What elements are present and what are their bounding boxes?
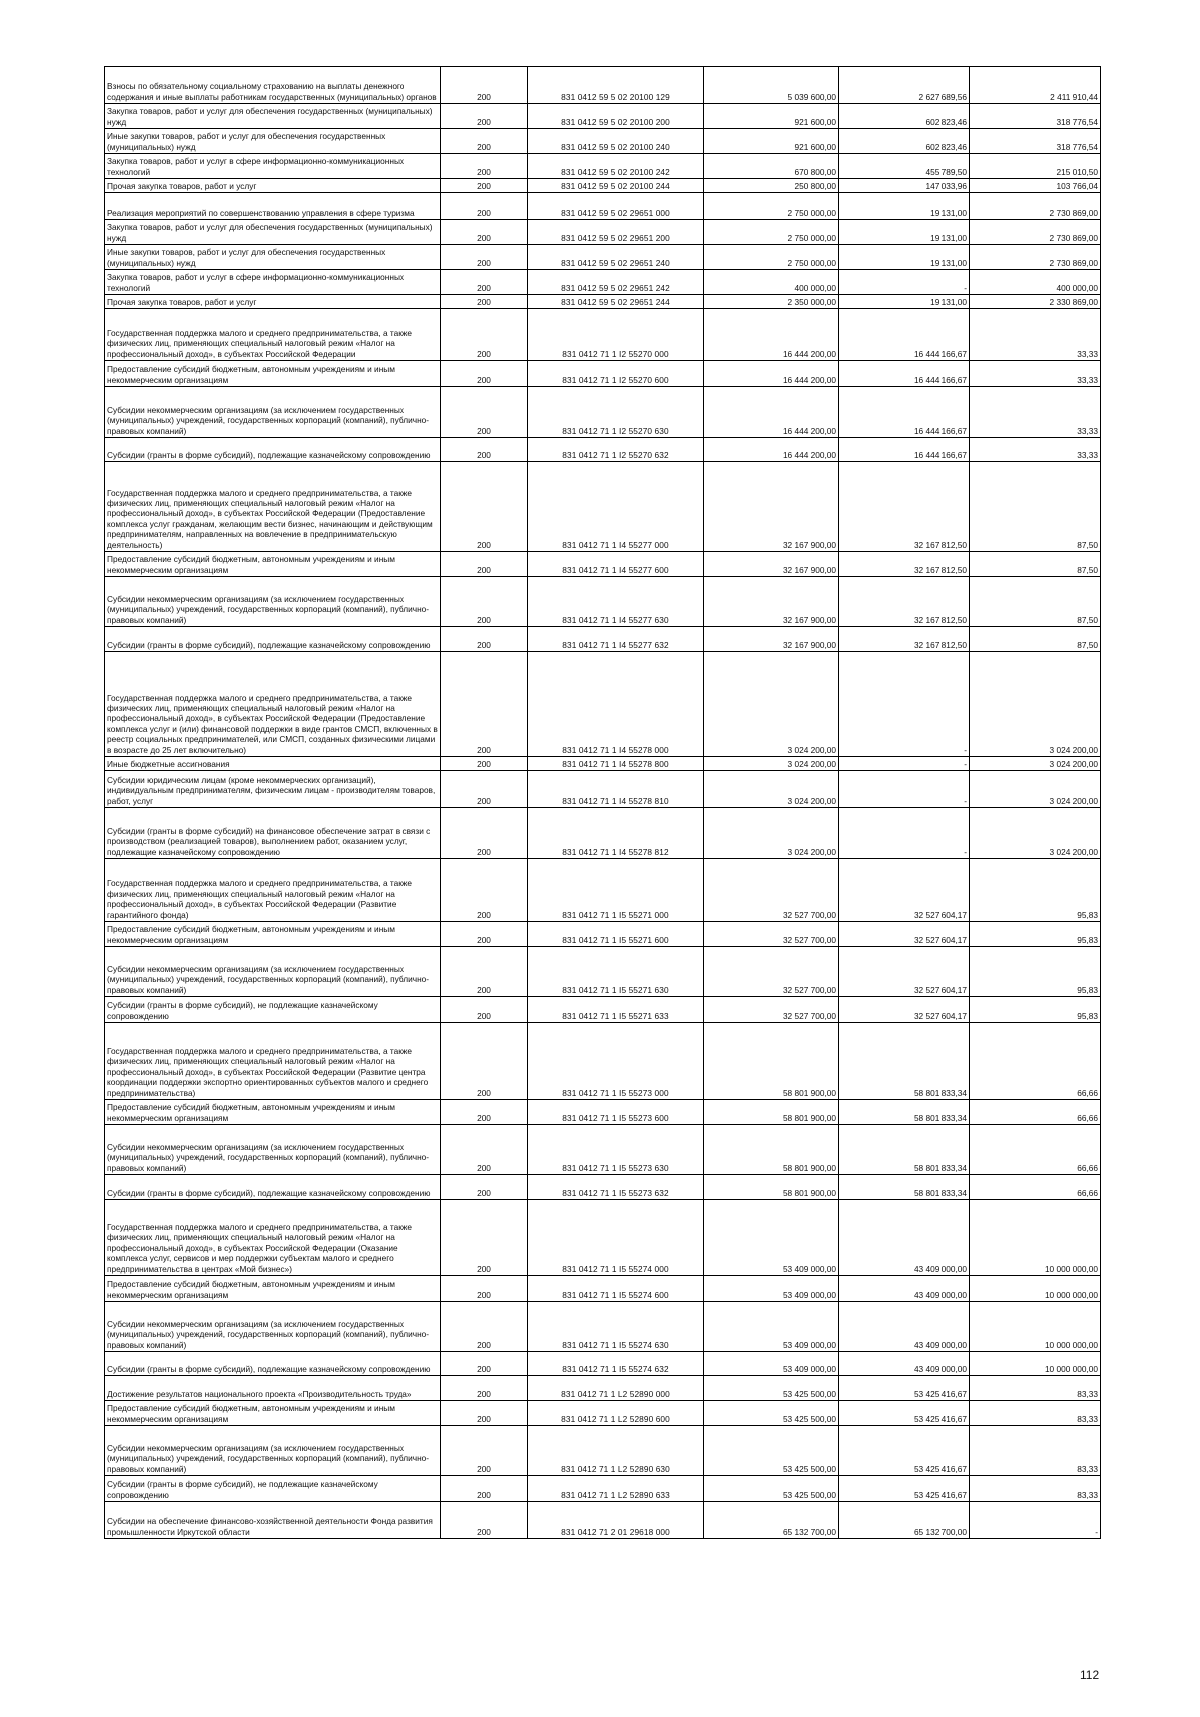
row-name: Иные закупки товаров, работ и услуг для обеспечения государственных (муниципальных) нужд xyxy=(105,245,441,270)
row-code: 200 xyxy=(441,462,528,552)
table-row xyxy=(105,997,1101,1023)
row-executed-amount: 147 033,96 xyxy=(839,179,970,193)
row-remaining-amount: 10 000 000,00 xyxy=(970,1200,1101,1276)
row-code: 200 xyxy=(441,808,528,859)
row-classification: 831 0412 71 1 I5 55274 630 xyxy=(528,1302,704,1352)
row-remaining-amount: 83,33 xyxy=(970,1476,1101,1502)
row-remaining-amount: 103 766,04 xyxy=(970,179,1101,193)
table-row xyxy=(105,309,1101,361)
row-remaining-amount: 95,83 xyxy=(970,859,1101,922)
row-classification: 831 0412 59 5 02 29651 200 xyxy=(528,220,704,245)
row-plan-amount: 16 444 200,00 xyxy=(704,361,839,387)
row-remaining-amount: 2 730 869,00 xyxy=(970,245,1101,270)
table-row xyxy=(105,220,1101,245)
row-code: 200 xyxy=(441,1276,528,1302)
row-name: Предоставление субсидий бюджетным, автономным учреждениям и иным некоммерческим организациям xyxy=(105,1100,441,1125)
row-code: 200 xyxy=(441,652,528,757)
row-remaining-amount: 318 776,54 xyxy=(970,104,1101,129)
row-plan-amount: 2 750 000,00 xyxy=(704,193,839,220)
row-remaining-amount: 33,33 xyxy=(970,309,1101,361)
table-row xyxy=(105,361,1101,387)
row-plan-amount: 400 000,00 xyxy=(704,270,839,295)
row-plan-amount: 32 167 900,00 xyxy=(704,462,839,552)
row-classification: 831 0412 71 1 I5 55271 000 xyxy=(528,859,704,922)
row-executed-amount: 455 789,50 xyxy=(839,154,970,179)
row-remaining-amount: 10 000 000,00 xyxy=(970,1276,1101,1302)
row-executed-amount: - xyxy=(839,270,970,295)
row-name: Субсидии юридическим лицам (кроме некоммерческих организаций), индивидуальным предпринимателям, физическим лицам - производителям товаров, работ, услуг xyxy=(105,771,441,808)
table-row xyxy=(105,922,1101,947)
table-row xyxy=(105,1426,1101,1476)
row-plan-amount: 3 024 200,00 xyxy=(704,808,839,859)
row-executed-amount: 16 444 166,67 xyxy=(839,387,970,438)
row-executed-amount: 32 167 812,50 xyxy=(839,462,970,552)
table-row xyxy=(105,652,1101,757)
row-name: Предоставление субсидий бюджетным, автономным учреждениям и иным некоммерческим организациям xyxy=(105,552,441,577)
row-executed-amount: 602 823,46 xyxy=(839,104,970,129)
row-name: Субсидии (гранты в форме субсидий), не подлежащие казначейскому сопровождению xyxy=(105,1476,441,1502)
row-classification: 831 0412 71 1 I4 55277 000 xyxy=(528,462,704,552)
row-classification: 831 0412 71 1 I4 55277 630 xyxy=(528,577,704,627)
table-row xyxy=(105,179,1101,193)
row-name: Иные бюджетные ассигнования xyxy=(105,757,441,771)
row-plan-amount: 32 527 700,00 xyxy=(704,997,839,1023)
row-executed-amount: 65 132 700,00 xyxy=(839,1502,970,1539)
table-row xyxy=(105,104,1101,129)
table-row xyxy=(105,947,1101,997)
row-remaining-amount: 87,50 xyxy=(970,462,1101,552)
row-name: Субсидии некоммерческим организациям (за исключением государственных (муниципальных) учреждений, государственных корпораций (компаний), публично-правовых компаний) xyxy=(105,1426,441,1476)
row-name: Субсидии некоммерческим организациям (за исключением государственных (муниципальных) учреждений, государственных корпораций (компаний), публично-правовых компаний) xyxy=(105,947,441,997)
row-classification: 831 0412 71 1 I5 55274 000 xyxy=(528,1200,704,1276)
row-name: Предоставление субсидий бюджетным, автономным учреждениям и иным некоммерческим организациям xyxy=(105,1276,441,1302)
row-name: Взносы по обязательному социальному страхованию на выплаты денежного содержания и иные выплаты работникам государственных (муниципальных) органов xyxy=(105,67,441,104)
row-name: Предоставление субсидий бюджетным, автономным учреждениям и иным некоммерческим организациям xyxy=(105,922,441,947)
table-row xyxy=(105,859,1101,922)
row-executed-amount: 43 409 000,00 xyxy=(839,1302,970,1352)
row-code: 200 xyxy=(441,438,528,462)
row-classification: 831 0412 71 1 L2 52890 600 xyxy=(528,1401,704,1426)
row-name: Государственная поддержка малого и среднего предпринимательства, а также физических лиц, применяющих специальный налоговый режим «Налог на профессиональный доход», в субъектах Российской Федерации (Предоставление комплекса услуг и (или) финансовой поддержки в виде грантов СМСП, включенных в реестр социальных предпринимателей, или СМСП, созданных физическими лицами в возрасте до 25 лет включительно) xyxy=(105,652,441,757)
row-remaining-amount: 66,66 xyxy=(970,1023,1101,1100)
row-classification: 831 0412 71 1 I5 55274 600 xyxy=(528,1276,704,1302)
row-remaining-amount: 3 024 200,00 xyxy=(970,757,1101,771)
row-plan-amount: 250 800,00 xyxy=(704,179,839,193)
row-code: 200 xyxy=(441,1502,528,1539)
row-plan-amount: 65 132 700,00 xyxy=(704,1502,839,1539)
row-classification: 831 0412 59 5 02 29651 242 xyxy=(528,270,704,295)
row-remaining-amount: 95,83 xyxy=(970,947,1101,997)
row-executed-amount: 32 527 604,17 xyxy=(839,859,970,922)
row-executed-amount: 19 131,00 xyxy=(839,245,970,270)
row-classification: 831 0412 71 1 I5 55273 632 xyxy=(528,1175,704,1200)
row-remaining-amount: 33,33 xyxy=(970,387,1101,438)
row-classification: 831 0412 71 1 I2 55270 630 xyxy=(528,387,704,438)
row-plan-amount: 58 801 900,00 xyxy=(704,1125,839,1175)
row-code: 200 xyxy=(441,1376,528,1401)
row-name: Государственная поддержка малого и среднего предпринимательства, а также физических лиц, применяющих специальный налоговый режим «Налог на профессиональный доход», в субъектах Российской Федерации xyxy=(105,309,441,361)
row-classification: 831 0412 59 5 02 29651 000 xyxy=(528,193,704,220)
row-classification: 831 0412 59 5 02 20100 240 xyxy=(528,129,704,154)
row-plan-amount: 53 409 000,00 xyxy=(704,1352,839,1376)
row-plan-amount: 53 425 500,00 xyxy=(704,1401,839,1426)
row-remaining-amount: 10 000 000,00 xyxy=(970,1302,1101,1352)
table-row xyxy=(105,1302,1101,1352)
row-code: 200 xyxy=(441,947,528,997)
row-name: Предоставление субсидий бюджетным, автономным учреждениям и иным некоммерческим организациям xyxy=(105,1401,441,1426)
table-row xyxy=(105,808,1101,859)
row-classification: 831 0412 59 5 02 29651 244 xyxy=(528,295,704,309)
row-remaining-amount: 2 330 869,00 xyxy=(970,295,1101,309)
row-remaining-amount: 3 024 200,00 xyxy=(970,652,1101,757)
row-executed-amount: 2 627 689,56 xyxy=(839,67,970,104)
row-name: Закупка товаров, работ и услуг для обеспечения государственных (муниципальных) нужд xyxy=(105,220,441,245)
row-executed-amount: 32 527 604,17 xyxy=(839,997,970,1023)
row-plan-amount: 58 801 900,00 xyxy=(704,1100,839,1125)
row-plan-amount: 2 750 000,00 xyxy=(704,245,839,270)
row-executed-amount: 16 444 166,67 xyxy=(839,361,970,387)
row-classification: 831 0412 59 5 02 20100 244 xyxy=(528,179,704,193)
row-code: 200 xyxy=(441,154,528,179)
row-plan-amount: 32 167 900,00 xyxy=(704,577,839,627)
row-code: 200 xyxy=(441,1401,528,1426)
row-name: Закупка товаров, работ и услуг в сфере информационно-коммуникационных технологий xyxy=(105,154,441,179)
row-remaining-amount: 400 000,00 xyxy=(970,270,1101,295)
row-code: 200 xyxy=(441,270,528,295)
row-remaining-amount: 2 730 869,00 xyxy=(970,193,1101,220)
row-plan-amount: 16 444 200,00 xyxy=(704,387,839,438)
row-classification: 831 0412 71 1 I5 55271 633 xyxy=(528,997,704,1023)
table-body xyxy=(105,67,1101,1539)
row-classification: 831 0412 71 1 I2 55270 000 xyxy=(528,309,704,361)
row-remaining-amount: 2 411 910,44 xyxy=(970,67,1101,104)
row-classification: 831 0412 71 1 L2 52890 630 xyxy=(528,1426,704,1476)
row-classification: 831 0412 71 1 I4 55278 810 xyxy=(528,771,704,808)
row-remaining-amount: 66,66 xyxy=(970,1100,1101,1125)
row-remaining-amount: 95,83 xyxy=(970,922,1101,947)
row-classification: 831 0412 71 1 I5 55271 600 xyxy=(528,922,704,947)
row-classification: 831 0412 71 1 I4 55277 632 xyxy=(528,627,704,652)
row-code: 200 xyxy=(441,1023,528,1100)
row-name: Субсидии (гранты в форме субсидий), подлежащие казначейскому сопровождению xyxy=(105,1352,441,1376)
table-row xyxy=(105,1502,1101,1539)
row-code: 200 xyxy=(441,1352,528,1376)
row-code: 200 xyxy=(441,771,528,808)
row-executed-amount: 43 409 000,00 xyxy=(839,1352,970,1376)
row-plan-amount: 3 024 200,00 xyxy=(704,652,839,757)
row-code: 200 xyxy=(441,1476,528,1502)
row-remaining-amount: 318 776,54 xyxy=(970,129,1101,154)
row-name: Государственная поддержка малого и среднего предпринимательства, а также физических лиц, применяющих специальный налоговый режим «Налог на профессиональный доход», в субъектах Российской Федерации (Предоставление комплекса услуг гражданам, желающим вести бизнес, начинающим и действующим предпринимателям, направленных на вовлечение в предпринимательскую деятельность) xyxy=(105,462,441,552)
row-code: 200 xyxy=(441,1100,528,1125)
row-executed-amount: 19 131,00 xyxy=(839,295,970,309)
table-row xyxy=(105,462,1101,552)
row-code: 200 xyxy=(441,295,528,309)
row-plan-amount: 32 167 900,00 xyxy=(704,627,839,652)
row-plan-amount: 16 444 200,00 xyxy=(704,309,839,361)
row-name: Реализация мероприятий по совершенствованию управления в сфере туризма xyxy=(105,193,441,220)
row-remaining-amount: 33,33 xyxy=(970,361,1101,387)
row-classification: 831 0412 71 1 I2 55270 600 xyxy=(528,361,704,387)
row-plan-amount: 32 527 700,00 xyxy=(704,947,839,997)
row-executed-amount: - xyxy=(839,652,970,757)
row-classification: 831 0412 71 1 I5 55274 632 xyxy=(528,1352,704,1376)
row-code: 200 xyxy=(441,220,528,245)
row-remaining-amount: 83,33 xyxy=(970,1376,1101,1401)
row-executed-amount: 32 167 812,50 xyxy=(839,627,970,652)
row-executed-amount: - xyxy=(839,808,970,859)
row-executed-amount: 58 801 833,34 xyxy=(839,1175,970,1200)
row-code: 200 xyxy=(441,104,528,129)
row-code: 200 xyxy=(441,552,528,577)
row-code: 200 xyxy=(441,577,528,627)
row-code: 200 xyxy=(441,859,528,922)
row-name: Субсидии (гранты в форме субсидий), не подлежащие казначейскому сопровождению xyxy=(105,997,441,1023)
row-remaining-amount: 2 730 869,00 xyxy=(970,220,1101,245)
row-executed-amount: 16 444 166,67 xyxy=(839,438,970,462)
row-classification: 831 0412 59 5 02 20100 242 xyxy=(528,154,704,179)
row-plan-amount: 53 425 500,00 xyxy=(704,1476,839,1502)
row-executed-amount: 602 823,46 xyxy=(839,129,970,154)
row-executed-amount: 58 801 833,34 xyxy=(839,1023,970,1100)
row-classification: 831 0412 71 1 I4 55278 000 xyxy=(528,652,704,757)
row-name: Субсидии (гранты в форме субсидий), подлежащие казначейскому сопровождению xyxy=(105,438,441,462)
table-row xyxy=(105,1023,1101,1100)
table-row xyxy=(105,1401,1101,1426)
row-plan-amount: 53 425 500,00 xyxy=(704,1426,839,1476)
row-classification: 831 0412 71 1 I5 55273 000 xyxy=(528,1023,704,1100)
row-plan-amount: 53 409 000,00 xyxy=(704,1200,839,1276)
row-remaining-amount: 33,33 xyxy=(970,438,1101,462)
row-executed-amount: - xyxy=(839,771,970,808)
table-row xyxy=(105,193,1101,220)
row-name: Субсидии на обеспечение финансово-хозяйственной деятельности Фонда развития промышленности Иркутской области xyxy=(105,1502,441,1539)
row-classification: 831 0412 71 1 I5 55271 630 xyxy=(528,947,704,997)
row-code: 200 xyxy=(441,997,528,1023)
table-row xyxy=(105,1476,1101,1502)
row-name: Достижение результатов национального проекта «Производительность труда» xyxy=(105,1376,441,1401)
row-executed-amount: 19 131,00 xyxy=(839,193,970,220)
row-name: Закупка товаров, работ и услуг в сфере информационно-коммуникационных технологий xyxy=(105,270,441,295)
row-classification: 831 0412 59 5 02 29651 240 xyxy=(528,245,704,270)
table-row xyxy=(105,1200,1101,1276)
row-code: 200 xyxy=(441,1302,528,1352)
row-classification: 831 0412 71 2 01 29618 000 xyxy=(528,1502,704,1539)
table-row xyxy=(105,438,1101,462)
row-code: 200 xyxy=(441,179,528,193)
row-plan-amount: 58 801 900,00 xyxy=(704,1175,839,1200)
row-executed-amount: 58 801 833,34 xyxy=(839,1125,970,1175)
row-executed-amount: 19 131,00 xyxy=(839,220,970,245)
row-code: 200 xyxy=(441,922,528,947)
row-plan-amount: 53 409 000,00 xyxy=(704,1276,839,1302)
row-classification: 831 0412 71 1 I4 55278 812 xyxy=(528,808,704,859)
row-remaining-amount: 87,50 xyxy=(970,627,1101,652)
row-plan-amount: 921 600,00 xyxy=(704,129,839,154)
row-plan-amount: 670 800,00 xyxy=(704,154,839,179)
row-plan-amount: 16 444 200,00 xyxy=(704,438,839,462)
row-code: 200 xyxy=(441,245,528,270)
row-remaining-amount: 66,66 xyxy=(970,1125,1101,1175)
row-code: 200 xyxy=(441,309,528,361)
row-name: Субсидии (гранты в форме субсидий) на финансовое обеспечение затрат в связи с производством (реализацией товаров), выполнением работ, оказанием услуг, подлежащие казначейскому сопровождению xyxy=(105,808,441,859)
row-code: 200 xyxy=(441,1175,528,1200)
row-name: Государственная поддержка малого и среднего предпринимательства, а также физических лиц, применяющих специальный налоговый режим «Налог на профессиональный доход», в субъектах Российской Федерации (Развитие центра координации поддержки экспортно ориентированных субъектов малого и среднего предпринимательства) xyxy=(105,1023,441,1100)
row-code: 200 xyxy=(441,193,528,220)
table-row xyxy=(105,67,1101,104)
row-executed-amount: 43 409 000,00 xyxy=(839,1200,970,1276)
row-code: 200 xyxy=(441,387,528,438)
table-row xyxy=(105,387,1101,438)
table-row xyxy=(105,577,1101,627)
row-classification: 831 0412 71 1 I5 55273 600 xyxy=(528,1100,704,1125)
row-code: 200 xyxy=(441,67,528,104)
row-plan-amount: 32 167 900,00 xyxy=(704,552,839,577)
row-plan-amount: 32 527 700,00 xyxy=(704,922,839,947)
row-plan-amount: 58 801 900,00 xyxy=(704,1023,839,1100)
row-name: Предоставление субсидий бюджетным, автономным учреждениям и иным некоммерческим организациям xyxy=(105,361,441,387)
table-row xyxy=(105,1175,1101,1200)
row-executed-amount: 32 167 812,50 xyxy=(839,577,970,627)
row-remaining-amount: 3 024 200,00 xyxy=(970,771,1101,808)
row-remaining-amount: 66,66 xyxy=(970,1175,1101,1200)
row-plan-amount: 53 409 000,00 xyxy=(704,1302,839,1352)
row-name: Субсидии некоммерческим организациям (за исключением государственных (муниципальных) учреждений, государственных корпораций (компаний), публично-правовых компаний) xyxy=(105,1302,441,1352)
row-name: Прочая закупка товаров, работ и услуг xyxy=(105,179,441,193)
row-classification: 831 0412 71 1 L2 52890 000 xyxy=(528,1376,704,1401)
row-name: Субсидии некоммерческим организациям (за исключением государственных (муниципальных) учреждений, государственных корпораций (компаний), публично-правовых компаний) xyxy=(105,1125,441,1175)
row-plan-amount: 5 039 600,00 xyxy=(704,67,839,104)
table-row xyxy=(105,771,1101,808)
row-code: 200 xyxy=(441,627,528,652)
table-row xyxy=(105,1100,1101,1125)
row-code: 200 xyxy=(441,361,528,387)
row-plan-amount: 3 024 200,00 xyxy=(704,757,839,771)
row-code: 200 xyxy=(441,1125,528,1175)
row-plan-amount: 3 024 200,00 xyxy=(704,771,839,808)
row-name: Субсидии (гранты в форме субсидий), подлежащие казначейскому сопровождению xyxy=(105,1175,441,1200)
row-executed-amount: 16 444 166,67 xyxy=(839,309,970,361)
row-classification: 831 0412 71 1 I4 55278 800 xyxy=(528,757,704,771)
page-number: 112 xyxy=(1080,1668,1100,1682)
row-remaining-amount: 215 010,50 xyxy=(970,154,1101,179)
row-classification: 831 0412 71 1 I5 55273 630 xyxy=(528,1125,704,1175)
row-plan-amount: 53 425 500,00 xyxy=(704,1376,839,1401)
row-executed-amount: 53 425 416,67 xyxy=(839,1401,970,1426)
row-executed-amount: 32 527 604,17 xyxy=(839,922,970,947)
row-classification: 831 0412 71 1 I2 55270 632 xyxy=(528,438,704,462)
row-classification: 831 0412 59 5 02 20100 129 xyxy=(528,67,704,104)
row-name: Субсидии (гранты в форме субсидий), подлежащие казначейскому сопровождению xyxy=(105,627,441,652)
table-row xyxy=(105,129,1101,154)
table-row xyxy=(105,245,1101,270)
table-row xyxy=(105,154,1101,179)
row-plan-amount: 32 527 700,00 xyxy=(704,859,839,922)
table-row xyxy=(105,757,1101,771)
row-name: Государственная поддержка малого и среднего предпринимательства, а также физических лиц, применяющих специальный налоговый режим «Налог на профессиональный доход», в субъектах Российской Федерации (Развитие гарантийного фонда) xyxy=(105,859,441,922)
row-remaining-amount: 95,83 xyxy=(970,997,1101,1023)
row-code: 200 xyxy=(441,1426,528,1476)
row-executed-amount: 53 425 416,67 xyxy=(839,1426,970,1476)
row-remaining-amount: 3 024 200,00 xyxy=(970,808,1101,859)
row-remaining-amount: 83,33 xyxy=(970,1426,1101,1476)
row-code: 200 xyxy=(441,757,528,771)
row-name: Субсидии некоммерческим организациям (за исключением государственных (муниципальных) учреждений, государственных корпораций (компаний), публично-правовых компаний) xyxy=(105,387,441,438)
table-row xyxy=(105,552,1101,577)
row-executed-amount: 58 801 833,34 xyxy=(839,1100,970,1125)
budget-execution-table xyxy=(104,66,1101,1539)
row-code: 200 xyxy=(441,1200,528,1276)
row-classification: 831 0412 71 1 L2 52890 633 xyxy=(528,1476,704,1502)
row-name: Субсидии некоммерческим организациям (за исключением государственных (муниципальных) учреждений, государственных корпораций (компаний), публично-правовых компаний) xyxy=(105,577,441,627)
table-row xyxy=(105,1276,1101,1302)
table-row xyxy=(105,1125,1101,1175)
row-code: 200 xyxy=(441,129,528,154)
table-row xyxy=(105,627,1101,652)
row-executed-amount: - xyxy=(839,757,970,771)
row-name: Государственная поддержка малого и среднего предпринимательства, а также физических лиц, применяющих специальный налоговый режим «Налог на профессиональный доход», в субъектах Российской Федерации (Оказание комплекса услуг, сервисов и мер поддержки субъектам малого и среднего предпринимательства в центрах «Мой бизнес») xyxy=(105,1200,441,1276)
table-row xyxy=(105,1352,1101,1376)
row-plan-amount: 2 350 000,00 xyxy=(704,295,839,309)
table-row xyxy=(105,295,1101,309)
row-name: Иные закупки товаров, работ и услуг для обеспечения государственных (муниципальных) нужд xyxy=(105,129,441,154)
row-executed-amount: 53 425 416,67 xyxy=(839,1476,970,1502)
row-remaining-amount: 87,50 xyxy=(970,577,1101,627)
row-executed-amount: 32 527 604,17 xyxy=(839,947,970,997)
row-remaining-amount: 10 000 000,00 xyxy=(970,1352,1101,1376)
row-remaining-amount: - xyxy=(970,1502,1101,1539)
row-classification: 831 0412 71 1 I4 55277 600 xyxy=(528,552,704,577)
row-name: Закупка товаров, работ и услуг для обеспечения государственных (муниципальных) нужд xyxy=(105,104,441,129)
row-executed-amount: 43 409 000,00 xyxy=(839,1276,970,1302)
row-remaining-amount: 83,33 xyxy=(970,1401,1101,1426)
table-row xyxy=(105,270,1101,295)
row-executed-amount: 53 425 416,67 xyxy=(839,1376,970,1401)
row-plan-amount: 921 600,00 xyxy=(704,104,839,129)
row-name: Прочая закупка товаров, работ и услуг xyxy=(105,295,441,309)
row-remaining-amount: 87,50 xyxy=(970,552,1101,577)
row-executed-amount: 32 167 812,50 xyxy=(839,552,970,577)
table-row xyxy=(105,1376,1101,1401)
row-plan-amount: 2 750 000,00 xyxy=(704,220,839,245)
row-classification: 831 0412 59 5 02 20100 200 xyxy=(528,104,704,129)
